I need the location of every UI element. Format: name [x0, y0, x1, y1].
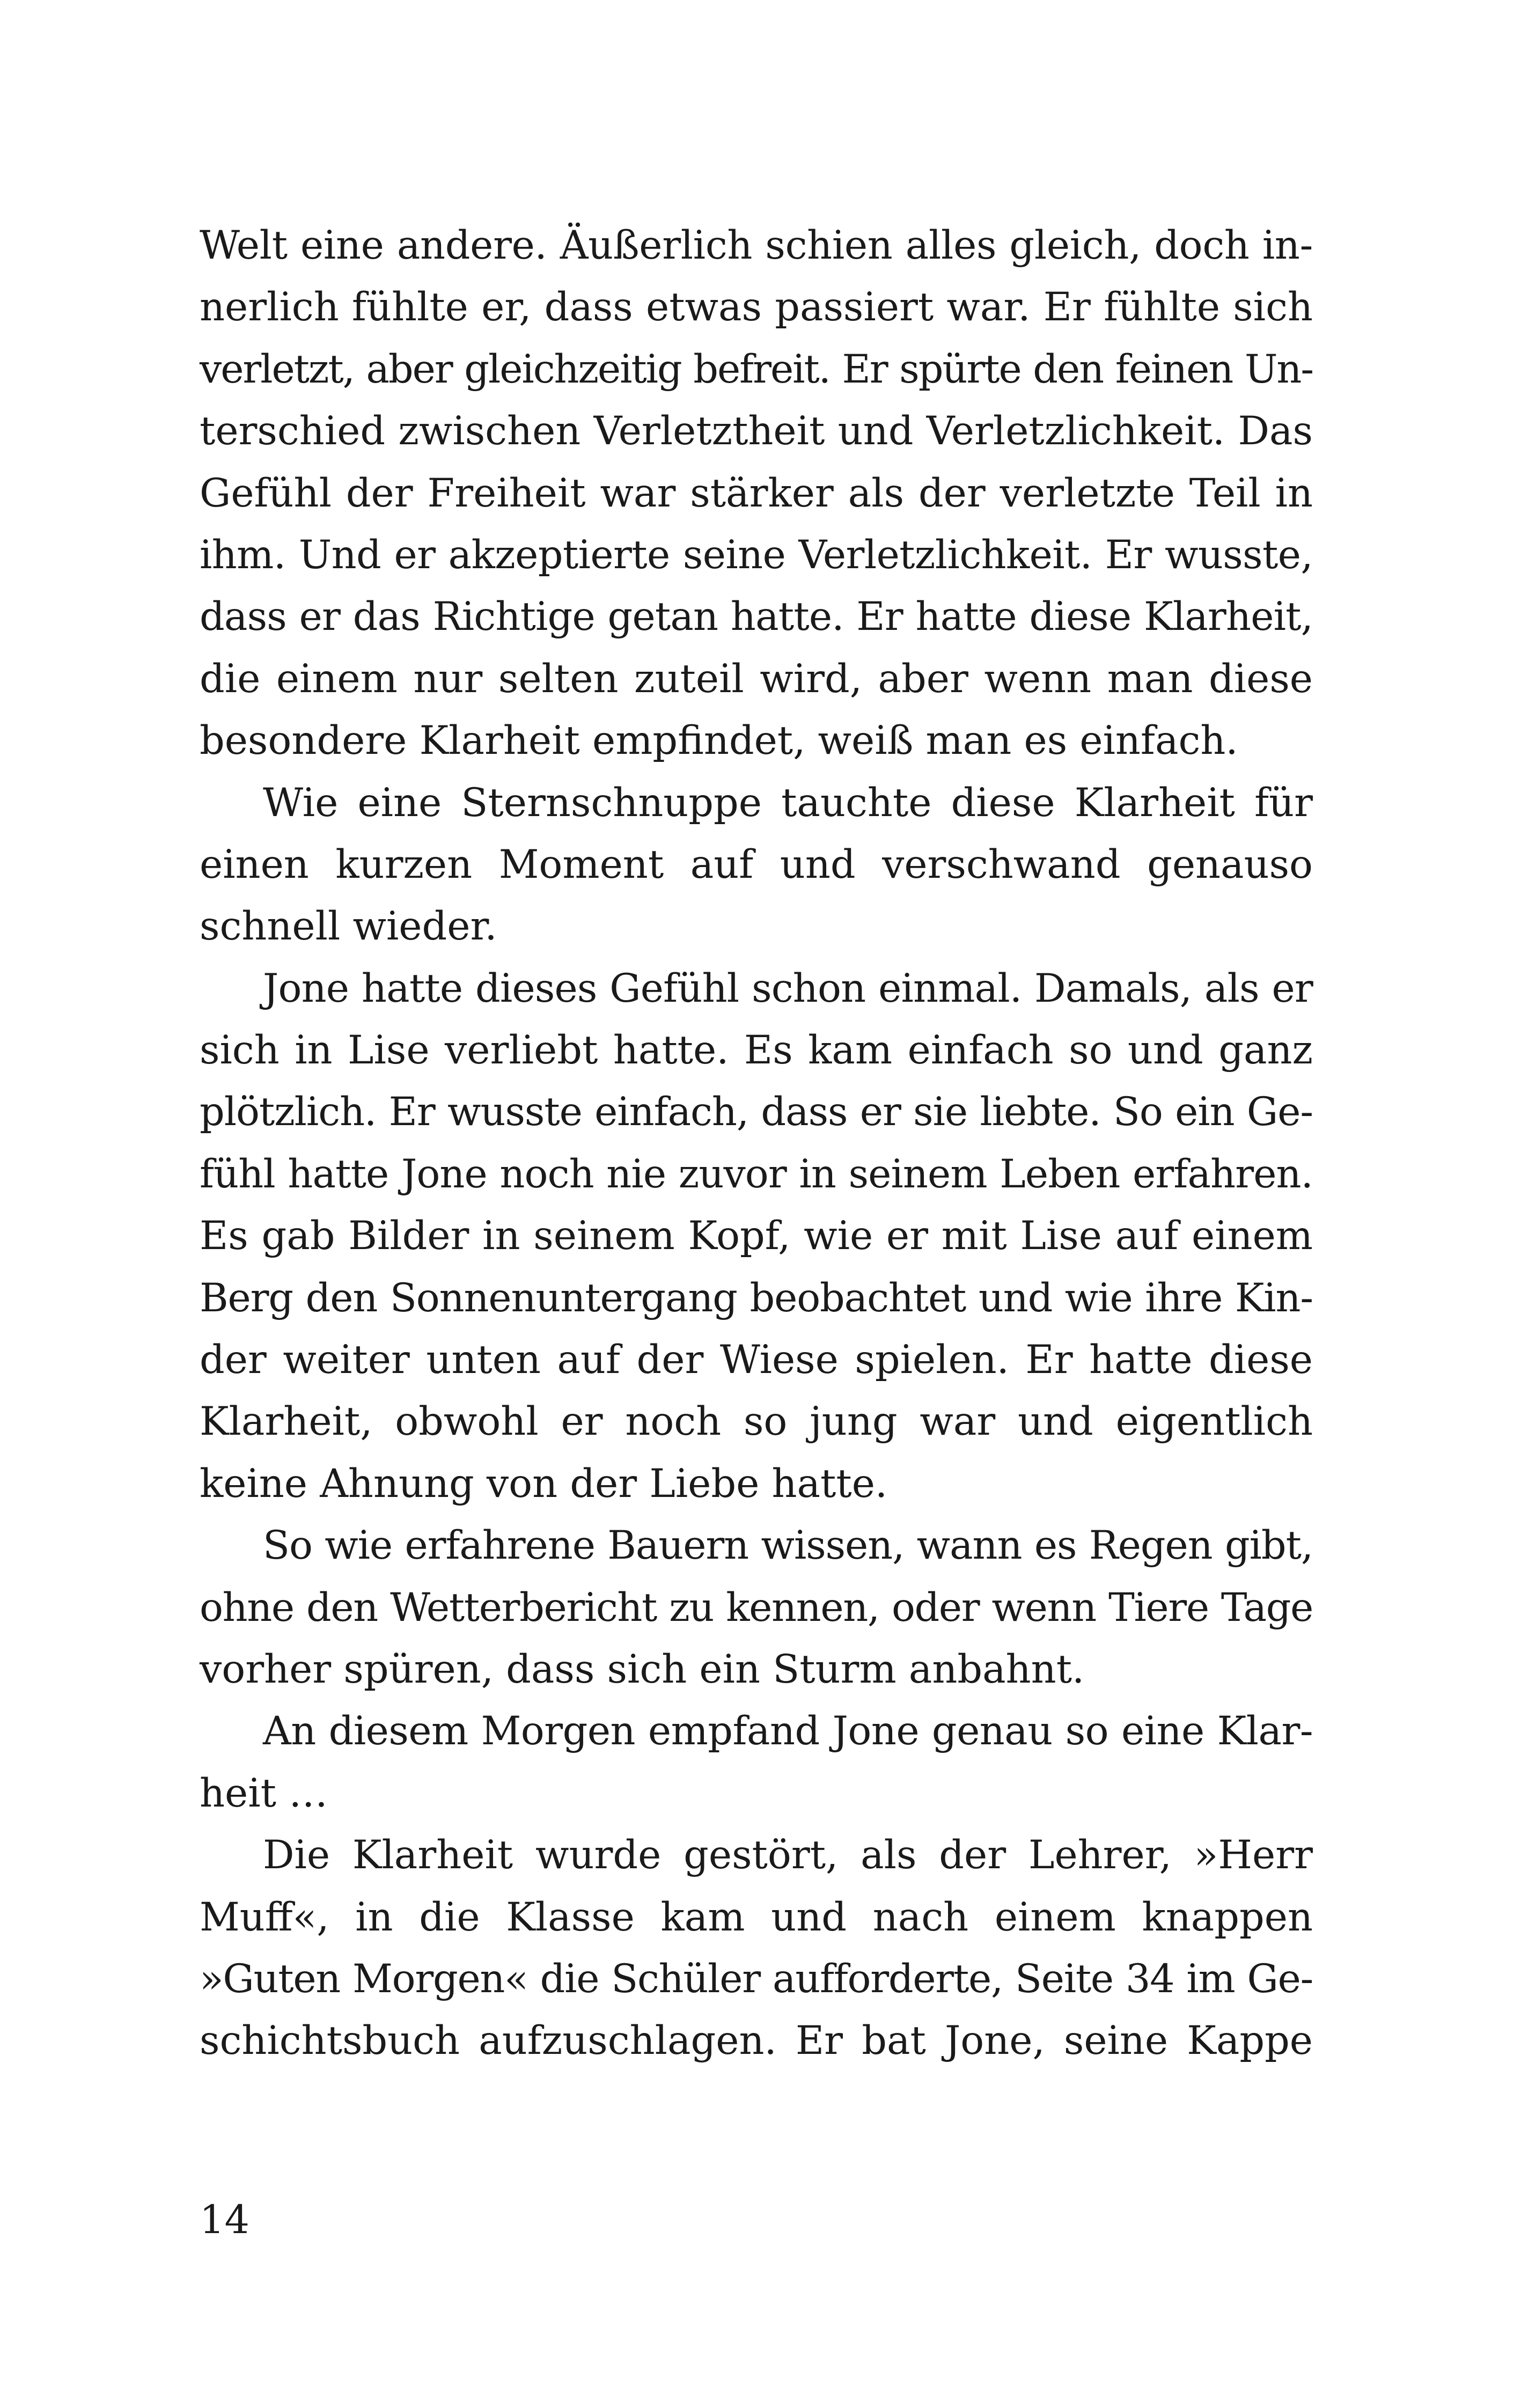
text-line: Welt eine andere. Äußerlich schien alles gleich, doch in-: [200, 223, 1313, 268]
text-line: schichtsbuch aufzuschlagen. Er bat Jone, seine Kappe: [200, 2018, 1313, 2064]
text-line: Muff«, in die Klasse kam und nach einem knappen: [200, 1894, 1313, 1940]
text-line: terschied zwischen Verletztheit und Verletzlichkeit. Das: [200, 408, 1313, 454]
text-line: verletzt, aber gleichzeitig befreit. Er spürte den feinen Un-: [200, 346, 1313, 392]
body-text: [200, 215, 1313, 2072]
text-line: keine Ahnung von der Liebe hatte.: [200, 1460, 888, 1507]
text-line: Berg den Sonnenuntergang beobachtet und wie ihre Kin-: [200, 1275, 1313, 1321]
text-line: dass er das Richtige getan hatte. Er hatte diese Klarheit,: [200, 594, 1313, 640]
text-line: An diesem Morgen empfand Jone genau so eine Klar-: [263, 1708, 1313, 1754]
text-line: Klarheit, obwohl er noch so jung war und eigentlich: [200, 1399, 1313, 1445]
text-line: der weiter unten auf der Wiese spielen. Er hatte diese: [200, 1337, 1313, 1383]
text-line: Jone hatte dieses Gefühl schon einmal. Damals, als er: [263, 965, 1313, 1011]
text-line: ihm. Und er akzeptierte seine Verletzlichkeit. Er wusste,: [200, 532, 1313, 578]
text-line: fühl hatte Jone noch nie zuvor in seinem Leben erfahren.: [200, 1151, 1313, 1197]
text-line: Die Klarheit wurde gestört, als der Lehrer, »Herr: [263, 1832, 1313, 1878]
text-line: besondere Klarheit empfindet, weiß man es einfach.: [200, 718, 1238, 764]
text-line: vorher spüren, dass sich ein Sturm anbahnt.: [200, 1646, 1085, 1692]
text-line: einen kurzen Moment auf und verschwand genauso: [200, 841, 1313, 887]
text-line: Wie eine Sternschnuppe tauchte diese Klarheit für: [263, 780, 1313, 826]
text-line: »Guten Morgen« die Schüler aufforderte, Seite 34 im Ge-: [200, 1956, 1313, 2002]
text-line: heit …: [200, 1770, 328, 1816]
text-line: plötzlich. Er wusste einfach, dass er sie liebte. So ein Ge-: [200, 1089, 1313, 1135]
text-line: die einem nur selten zuteil wird, aber wenn man diese: [200, 656, 1313, 702]
text-line: nerlich fühlte er, dass etwas passiert war. Er fühlte sich: [200, 284, 1313, 331]
page-number: 14: [200, 2197, 249, 2243]
text-line: sich in Lise verliebt hatte. Es kam einfach so und ganz: [200, 1027, 1313, 1074]
text-line: So wie erfahrene Bauern wissen, wann es Regen gibt,: [263, 1523, 1313, 1569]
text-line: Es gab Bilder in seinem Kopf, wie er mit Lise auf einem: [200, 1213, 1313, 1259]
text-line: ohne den Wetterbericht zu kennen, oder wenn Tiere Tage: [200, 1584, 1313, 1631]
text-line: schnell wieder.: [200, 904, 497, 950]
text-line: Gefühl der Freiheit war stärker als der verletzte Teil in: [200, 470, 1313, 516]
